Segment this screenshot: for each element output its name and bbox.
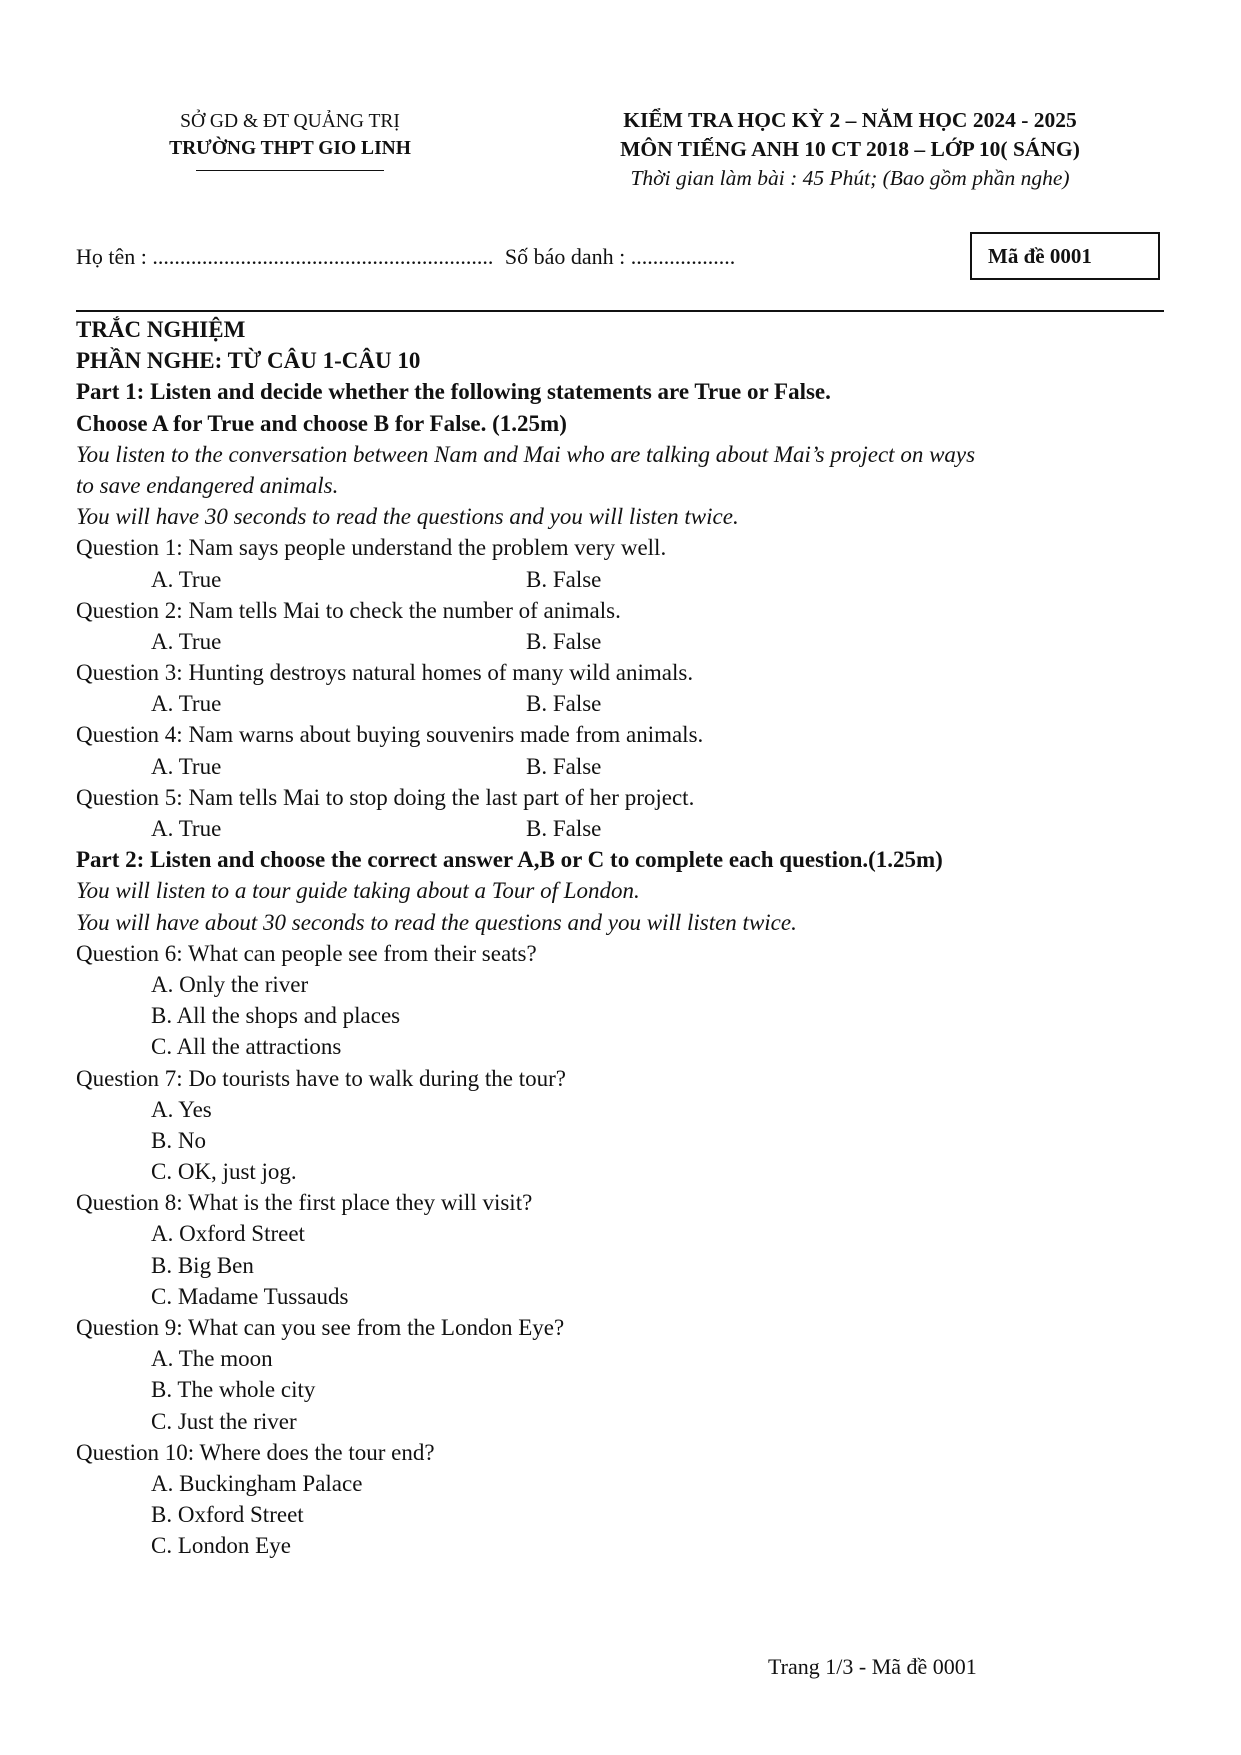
- part2-title: Part 2: Listen and choose the correct answer A,B or C to complete each question.(1.25m): [76, 847, 943, 873]
- answer-options: [76, 564, 1176, 595]
- option-a: A. Yes: [151, 1096, 212, 1122]
- option-b: B. False: [526, 566, 602, 592]
- option-a: A. True: [151, 816, 222, 841]
- header-divider: [76, 310, 1164, 312]
- option-c: C. All the attractions: [151, 1034, 342, 1060]
- option-a: A. Buckingham Palace: [151, 1470, 363, 1496]
- option-c: C. OK, just jog.: [151, 1159, 297, 1185]
- part1-timing: You will have 30 seconds to read the questions and you will listen twice.: [76, 504, 739, 530]
- option-b: B. False: [526, 816, 602, 841]
- answer-options: [76, 813, 1176, 844]
- question-text: Question 1: Nam says people understand the problem very well.: [76, 535, 667, 561]
- header-underline: [196, 170, 384, 171]
- part1-intro-cont: to save endangered animals.: [76, 472, 339, 498]
- part1-title: Part 1: Listen and decide whether the following statements are True or False.: [76, 379, 831, 405]
- exam-content: [76, 314, 1176, 1562]
- exam-title: KIỂM TRA HỌC KỲ 2 – NĂM HỌC 2024 - 2025: [623, 108, 1077, 132]
- answer-options: [76, 626, 1176, 657]
- question-text: Question 6: What can people see from their seats?: [76, 940, 537, 966]
- option-b: B. Big Ben: [151, 1252, 254, 1278]
- option-b: B. False: [526, 691, 602, 717]
- question-text: Question 4: Nam warns about buying souvenirs made from animals.: [76, 722, 704, 748]
- question-text: Question 3: Hunting destroys natural homes of many wild animals.: [76, 660, 694, 686]
- answer-options: [76, 751, 1176, 782]
- option-b: B. Oxford Street: [151, 1502, 304, 1528]
- part1-instruction: Choose A for True and choose B for False. (1.25m): [76, 410, 567, 436]
- option-a: A. True: [151, 628, 222, 654]
- question-text: Question 2: Nam tells Mai to check the number of animals.: [76, 597, 621, 623]
- option-a: A. The moon: [151, 1346, 273, 1372]
- exam-header: [560, 106, 1140, 193]
- student-id-field: Số báo danh : ...................: [504, 244, 736, 269]
- department-name: SỞ GD & ĐT QUẢNG TRỊ: [180, 111, 400, 132]
- part2-timing: You will have about 30 seconds to read the questions and you will listen twice.: [76, 909, 797, 935]
- question-text: Question 7: Do tourists have to walk during the tour?: [76, 1065, 566, 1091]
- exam-duration: Thời gian làm bài : 45 Phút; (Bao gồm phần nghe): [630, 166, 1070, 190]
- option-a: A. Oxford Street: [151, 1221, 305, 1247]
- school-header: [120, 108, 460, 171]
- page-footer: Trang 1/3 - Mã đề 0001: [768, 1654, 977, 1679]
- option-a: A. True: [151, 691, 222, 717]
- answer-options: [76, 688, 1176, 719]
- listening-section-title: PHẦN NGHE: TỪ CÂU 1-CÂU 10: [76, 348, 421, 374]
- option-b: B. False: [526, 753, 602, 779]
- question-text: Question 9: What can you see from the London Eye?: [76, 1315, 565, 1340]
- option-b: B. No: [151, 1127, 206, 1153]
- option-c: C. Madame Tussauds: [151, 1283, 349, 1309]
- student-name-field: Họ tên : ..............................................................: [76, 244, 494, 269]
- question-text: Question 8: What is the first place they will visit?: [76, 1190, 533, 1216]
- question-text: Question 5: Nam tells Mai to stop doing the last part of her project.: [76, 784, 695, 810]
- school-name: TRƯỜNG THPT GIO LINH: [169, 138, 411, 159]
- section-title: TRẮC NGHIỆM: [76, 317, 246, 342]
- question-text: Question 10: Where does the tour end?: [76, 1439, 435, 1465]
- option-c: C. London Eye: [151, 1533, 291, 1559]
- part2-intro: You will listen to a tour guide taking about a Tour of London.: [76, 878, 640, 904]
- option-b: B. False: [526, 628, 602, 654]
- option-b: B. The whole city: [151, 1377, 316, 1403]
- part1-intro: You listen to the conversation between Nam and Mai who are talking about Mai’s project on ways: [76, 441, 976, 467]
- exam-code-box: Mã đề 0001: [970, 232, 1160, 280]
- option-b: B. All the shops and places: [151, 1003, 401, 1029]
- option-a: A. True: [151, 566, 222, 592]
- option-c: C. Just the river: [151, 1408, 297, 1434]
- option-a: A. Only the river: [151, 971, 309, 997]
- student-info-row: [76, 244, 741, 270]
- exam-subject: MÔN TIẾNG ANH 10 CT 2018 – LỚP 10( SÁNG): [620, 137, 1080, 161]
- option-a: A. True: [151, 753, 222, 779]
